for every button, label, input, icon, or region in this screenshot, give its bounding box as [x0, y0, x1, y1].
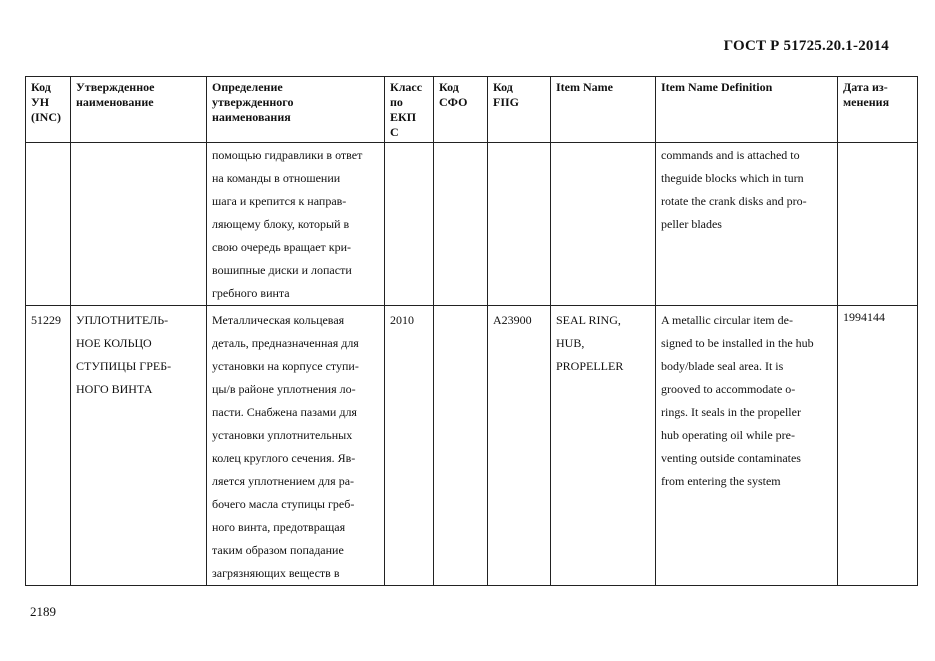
header-fiig-code: Код FIIG — [488, 77, 551, 143]
cell-inc: 51229 — [26, 306, 71, 586]
cell-fiig-code: A23900 — [488, 306, 551, 586]
table-row — [26, 143, 918, 306]
header-sfo-code: Код СФО — [434, 77, 488, 143]
cell-change-date: 1994144 — [838, 306, 918, 586]
cell-sfo-code — [434, 306, 488, 586]
header-approved-name: Утвержденное наименование — [71, 77, 207, 143]
table-row — [26, 306, 918, 586]
cell-definition-ru: Металлическая кольцевая деталь, предназначенная для установки на корпусе ступи- цы/в районе уплотнения ло- пасти. Снабжена пазами для установки уплотнительных колец круглого сечения. Яв- ляется уплотнением для ра- бочего масла ступицы греб- ного винта, предотвращая таким образом попадание загрязняющих веществ в — [207, 306, 385, 586]
cell-item-name-definition: commands and is attached to theguide blocks which in turn rotate the crank disks and pro- peller blades — [656, 143, 838, 306]
nomenclature-table — [25, 76, 918, 586]
header-definition-ru: Определение утвержденного наименования — [207, 77, 385, 143]
cell-item-name-definition: A metallic circular item de- signed to be installed in the hub body/blade seal area. It is grooved to accommodate o- rings. It seals in the propeller hub operating oil while pre- venting outside contaminates from entering the system — [656, 306, 838, 586]
cell-class-ekps: 2010 — [385, 306, 434, 586]
cell-definition-ru: помощью гидравлики в ответ на команды в отношении шага и крепится к направ- ляющему блоку, который в свою очередь вращает кри- вошипные диски и лопасти гребного винта — [207, 143, 385, 306]
cell-item-name — [551, 143, 656, 306]
cell-class-ekps — [385, 143, 434, 306]
cell-approved-name — [71, 143, 207, 306]
header-item-name: Item Name — [551, 77, 656, 143]
header-item-name-definition: Item Name Definition — [656, 77, 838, 143]
cell-approved-name: УПЛОТНИТЕЛЬ- НОЕ КОЛЬЦО СТУПИЦЫ ГРЕБ- НОГО ВИНТА — [71, 306, 207, 586]
header-change-date: Дата из- менения — [838, 77, 918, 143]
header-inc: Код УН (INC) — [26, 77, 71, 143]
cell-inc — [26, 143, 71, 306]
header-class-ekps: Класс по ЕКП С — [385, 77, 434, 143]
cell-fiig-code — [488, 143, 551, 306]
page-number: 2189 — [30, 604, 56, 619]
cell-sfo-code — [434, 143, 488, 306]
cell-change-date — [838, 143, 918, 306]
table-header-row — [26, 77, 918, 143]
document-code: ГОСТ Р 51725.20.1-2014 — [723, 38, 889, 54]
cell-item-name: SEAL RING, HUB, PROPELLER — [551, 306, 656, 586]
